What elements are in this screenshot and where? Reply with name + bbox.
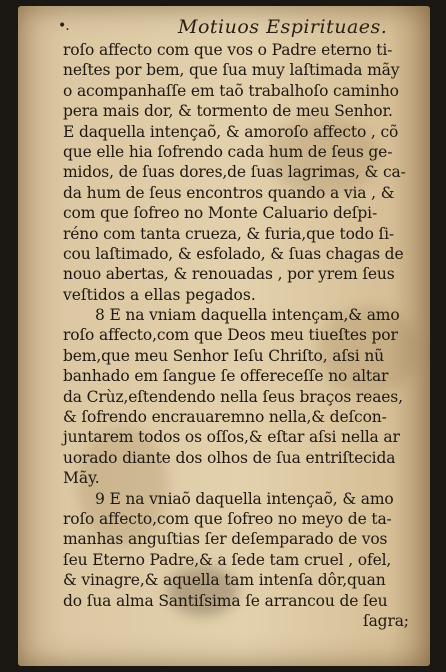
book-page bbox=[18, 6, 430, 666]
text-line: com que ſofreo no Monte Caluario deſpi- bbox=[63, 204, 378, 223]
text-line: da Crùz,eſtendendo nella ſeus braços reaes, bbox=[63, 387, 403, 406]
text-line: Mãy. bbox=[63, 469, 100, 488]
text-line: o acompanhaſſe em taõ trabalhoſo caminho bbox=[63, 81, 399, 100]
catchword: ſagra; bbox=[363, 611, 409, 630]
text-line: réno com tanta crueza, & furia,que todo ſi- bbox=[63, 224, 395, 243]
paragraph-9-start: 9 E na vniaõ daquella intençaõ, & amo bbox=[95, 489, 394, 508]
signature-marks: •. bbox=[58, 18, 69, 34]
text-line: bem,que meu Senhor Ieſu Chriſto, aſsi nũ bbox=[63, 346, 385, 365]
text-line: da hum de ſeus encontros quando a via , & bbox=[63, 183, 395, 202]
text-line: banhado em ſangue ſe offereceſſe no altar bbox=[63, 367, 389, 386]
running-title: Motiuos Espirituaes. bbox=[178, 16, 388, 38]
text-line: manhas anguſtias ſer deſemparado de vos bbox=[63, 530, 388, 549]
text-line: nouo abertas, & renouadas , por yrem ſeus bbox=[63, 265, 395, 284]
text-line: midos, de ſuas dores,de ſuas lagrimas, & ca- bbox=[63, 163, 406, 182]
text-line: neſtes por bem, que ſua muy laſtimada mãy bbox=[63, 61, 400, 80]
page-header bbox=[58, 16, 418, 42]
text-line: cou laſtimado, & esfolado, & ſuas chagas de bbox=[63, 244, 404, 263]
text-line: roſo affecto,com que ſofreo no meyo de ta- bbox=[63, 509, 392, 528]
text-line: roſo affecto com que vos o Padre eterno ti- bbox=[63, 41, 393, 59]
text-line: E daquella intençaõ, & amoroſo affecto , cõ bbox=[63, 122, 399, 141]
text-line: pera mais dor, & tormento de meu Senhor. bbox=[63, 102, 393, 121]
text-line: roſo affecto,com que Deos meu tiueſtes por bbox=[63, 326, 398, 345]
text-line: juntarem todos os oſſos,& eſtar aſsi nella ar bbox=[63, 428, 400, 447]
body-text bbox=[63, 40, 421, 631]
text-line: & vinagre,& aquella tam intenſa dôr,quan bbox=[63, 571, 386, 590]
text-line: ſeu Eterno Padre,& a ſede tam cruel , ofel, bbox=[63, 550, 392, 569]
text-line: do ſua alma Santiſsima ſe arrancou de ſeu bbox=[63, 591, 388, 610]
text-line: uorado diante dos olhos de ſua entriſtecida bbox=[63, 448, 396, 467]
paragraph-8-start: 8 E na vniam daquella intençam,& amo bbox=[95, 306, 400, 325]
text-line: & ſofrendo encrauaremno nella,& deſcon- bbox=[63, 408, 387, 427]
text-line: veſtidos a ellas pegados. bbox=[63, 285, 256, 304]
text-line: que elle hia ſofrendo cada hum de ſeus ge- bbox=[63, 142, 393, 161]
